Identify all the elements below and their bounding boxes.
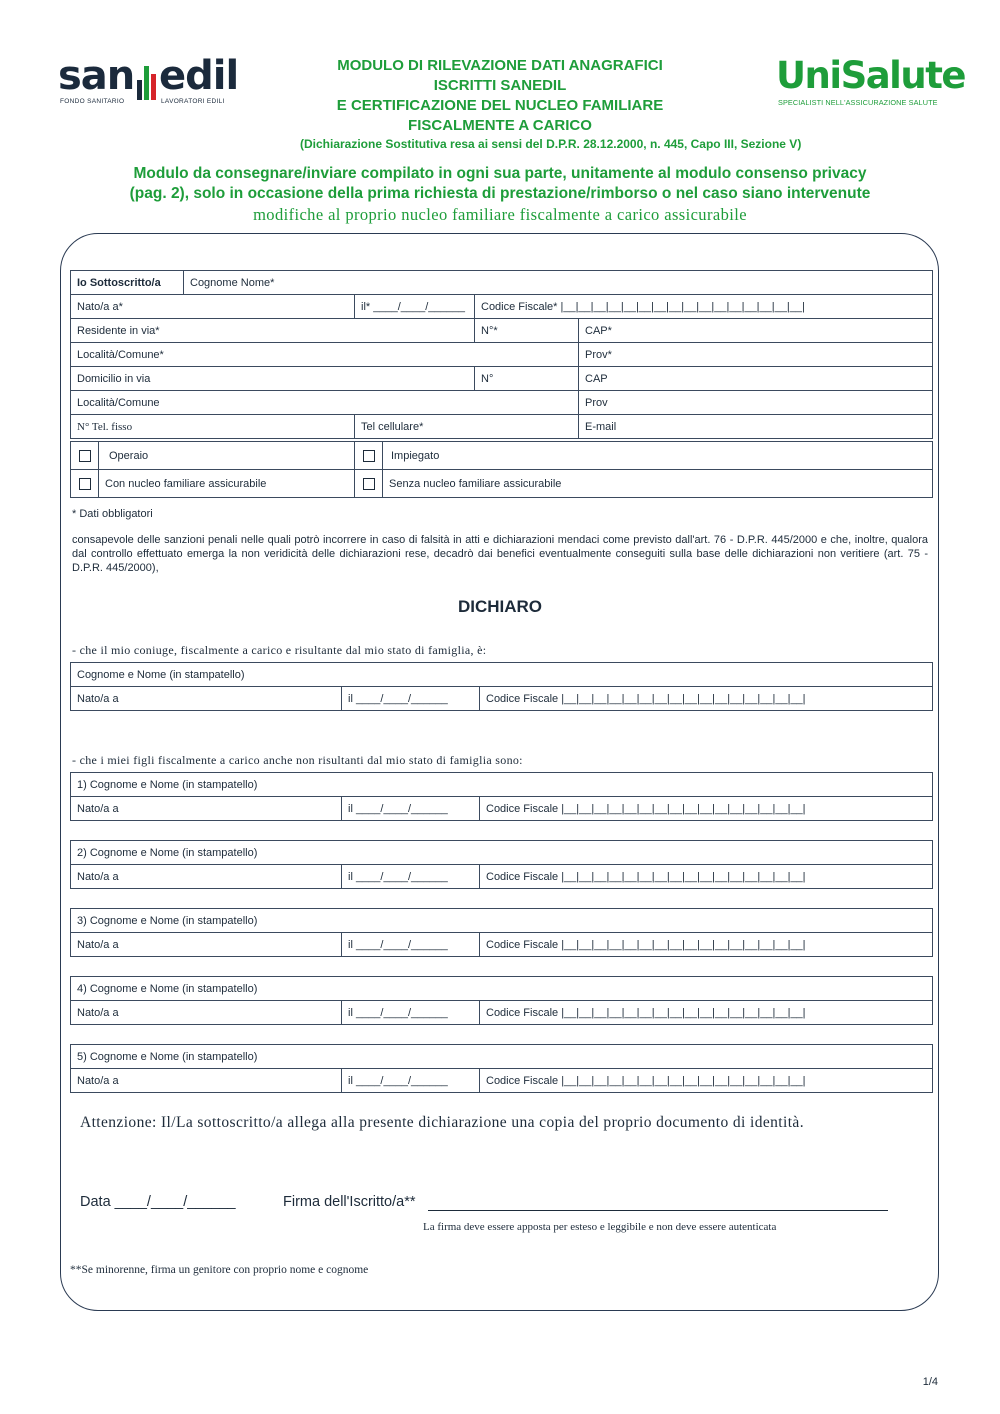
- email-field[interactable]: E-mail: [579, 415, 933, 439]
- title-line-4: FISCALMENTE A CARICO: [408, 117, 592, 134]
- domicilio-numero-field[interactable]: N°: [475, 367, 579, 391]
- child-2-birth-date-field[interactable]: il ____/____/______: [342, 865, 480, 889]
- instructions-line-2: (pag. 2), solo in occasione della prima richiesta di prestazione/rimborso o nel caso siano intervenute: [129, 185, 871, 202]
- required-fields-note: * Dati obbligatori: [72, 508, 153, 520]
- child-4-codice-fiscale-field[interactable]: Codice Fiscale |__|__|__|__|__|__|__|__|__|__|__|__|__|__|__|__|: [480, 1001, 933, 1025]
- child-2-codice-fiscale-field[interactable]: Codice Fiscale |__|__|__|__|__|__|__|__|__|__|__|__|__|__|__|__|: [480, 865, 933, 889]
- sanedil-logo-mark-icon: [137, 64, 157, 100]
- page-number: 1/4: [922, 1376, 938, 1388]
- operaio-label: Operaio: [99, 442, 355, 470]
- form-title: [300, 56, 802, 152]
- domicilio-prov-field[interactable]: Prov: [579, 391, 933, 415]
- domicilio-comune-field[interactable]: Località/Comune: [71, 391, 579, 415]
- child-3-nato-a-field[interactable]: Nato/a a: [71, 933, 342, 957]
- child-2-name-field[interactable]: 2) Cognome e Nome (in stampatello): [71, 841, 933, 865]
- declaration-text: consapevole delle sanzioni penali nelle quali potrò incorrere in caso di falsità in atti e dichiarazioni mendaci come previsto dall'art. 76 - D.P.R. 445/2000 e che, inoltre, qualora dal controllo effettuato emerga la non veridicità delle dichiarazioni rese, decadrò dai benefici eventualmente conseguiti sulla base delle dichiarazioni non veritiere (art. 75 - D.P.R. 445/2000),: [72, 534, 928, 574]
- domicilio-via-field[interactable]: Domicilio in via: [71, 367, 475, 391]
- child-2-table: [70, 840, 933, 889]
- con-nucleo-label: Con nucleo familiare assicurabile: [99, 470, 355, 498]
- child-3-name-field[interactable]: 3) Cognome e Nome (in stampatello): [71, 909, 933, 933]
- spouse-codice-fiscale-field[interactable]: Codice Fiscale |__|__|__|__|__|__|__|__|__|__|__|__|__|__|__|__|: [480, 687, 933, 711]
- operaio-checkbox[interactable]: [79, 450, 91, 462]
- child-1-codice-fiscale-field[interactable]: Codice Fiscale |__|__|__|__|__|__|__|__|__|__|__|__|__|__|__|__|: [480, 797, 933, 821]
- sanedil-logo: [58, 53, 248, 106]
- spouse-birth-date-field[interactable]: il ____/____/______: [342, 687, 480, 711]
- child-1-name-field[interactable]: 1) Cognome e Nome (in stampatello): [71, 773, 933, 797]
- title-line-2: ISCRITTI SANEDIL: [433, 77, 567, 94]
- impiegato-label: Impiegato: [383, 442, 933, 470]
- minor-signature-note: **Se minorenne, firma un genitore con proprio nome e cognome: [70, 1264, 369, 1276]
- member-options-table: [70, 441, 933, 498]
- child-4-birth-date-field[interactable]: il ____/____/______: [342, 1001, 480, 1025]
- spouse-nato-a-field[interactable]: Nato/a a: [71, 687, 342, 711]
- io-sottoscritto-label: Io Sottoscritto/a: [71, 271, 184, 295]
- child-4-table: [70, 976, 933, 1025]
- unisalute-logo: [776, 54, 965, 108]
- title-line-1: MODULO DI RILEVAZIONE DATI ANAGRAFICI: [337, 57, 663, 74]
- sanedil-logo-left-text: san: [58, 53, 135, 99]
- child-1-nato-a-field[interactable]: Nato/a a: [71, 797, 342, 821]
- title-line-3: E CERTIFICAZIONE DEL NUCLEO FAMILIARE: [336, 97, 664, 114]
- sanedil-logo-right-text: edil: [159, 53, 239, 99]
- con-nucleo-checkbox[interactable]: [79, 478, 91, 490]
- senza-nucleo-label: Senza nucleo familiare assicurabile: [383, 470, 933, 498]
- child-5-nato-a-field[interactable]: Nato/a a: [71, 1069, 342, 1093]
- sanedil-logo-sub-left: FONDO SANITARIO: [60, 98, 125, 105]
- child-3-birth-date-field[interactable]: il ____/____/______: [342, 933, 480, 957]
- birth-date-field[interactable]: il* ____/____/______: [355, 295, 475, 319]
- sanedil-logo-sub-right: LAVORATORI EDILI: [161, 98, 225, 105]
- impiegato-checkbox[interactable]: [363, 450, 375, 462]
- domicilio-cap-field[interactable]: CAP: [579, 367, 933, 391]
- date-field[interactable]: Data ____/____/______: [80, 1194, 236, 1210]
- child-1-table: [70, 772, 933, 821]
- residente-prov-field[interactable]: Prov*: [579, 343, 933, 367]
- nato-a-field[interactable]: Nato/a a*: [71, 295, 355, 319]
- unisalute-logo-text: UniSalute: [776, 54, 965, 97]
- children-lead-text: - che i miei figli fiscalmente a carico anche non risultanti dal mio stato di famiglia sono:: [72, 753, 523, 767]
- tel-fisso-field[interactable]: N° Tel. fisso: [71, 415, 355, 439]
- residente-via-field[interactable]: Residente in via*: [71, 319, 475, 343]
- tel-cellulare-field[interactable]: Tel cellulare*: [355, 415, 579, 439]
- instructions: [90, 164, 910, 226]
- spouse-lead-text: - che il mio coniuge, fiscalmente a carico e risultante dal mio stato di famiglia, è:: [72, 643, 487, 657]
- signature-label: Firma dell'Iscritto/a**: [283, 1194, 416, 1210]
- dichiaro-heading: DICHIARO: [457, 597, 543, 616]
- child-3-table: [70, 908, 933, 957]
- unisalute-logo-tagline: SPECIALISTI NELL'ASSICURAZIONE SALUTE: [778, 98, 938, 107]
- child-4-nato-a-field[interactable]: Nato/a a: [71, 1001, 342, 1025]
- child-4-name-field[interactable]: 4) Cognome e Nome (in stampatello): [71, 977, 933, 1001]
- child-5-name-field[interactable]: 5) Cognome e Nome (in stampatello): [71, 1045, 933, 1069]
- residente-cap-field[interactable]: CAP*: [579, 319, 933, 343]
- signature-note: La firma deve essere apposta per esteso e leggibile e non deve essere autenticata: [423, 1221, 777, 1233]
- child-5-codice-fiscale-field[interactable]: Codice Fiscale |__|__|__|__|__|__|__|__|__|__|__|__|__|__|__|__|: [480, 1069, 933, 1093]
- residente-comune-field[interactable]: Località/Comune*: [71, 343, 579, 367]
- title-subtitle: (Dichiarazione Sostitutiva resa ai sensi del D.P.R. 28.12.2000, n. 445, Capo III, Sezione V): [300, 137, 802, 151]
- child-2-nato-a-field[interactable]: Nato/a a: [71, 865, 342, 889]
- spouse-name-field[interactable]: Cognome e Nome (in stampatello): [71, 663, 933, 687]
- child-5-table: [70, 1044, 933, 1093]
- child-3-codice-fiscale-field[interactable]: Codice Fiscale |__|__|__|__|__|__|__|__|__|__|__|__|__|__|__|__|: [480, 933, 933, 957]
- child-5-birth-date-field[interactable]: il ____/____/______: [342, 1069, 480, 1093]
- cognome-nome-field[interactable]: Cognome Nome*: [184, 271, 933, 295]
- child-1-birth-date-field[interactable]: il ____/____/______: [342, 797, 480, 821]
- signature-field[interactable]: [428, 1210, 888, 1211]
- codice-fiscale-field[interactable]: Codice Fiscale* |__|__|__|__|__|__|__|__|__|__|__|__|__|__|__|__|: [475, 295, 933, 319]
- senza-nucleo-checkbox[interactable]: [363, 478, 375, 490]
- instructions-line-3: modifiche al proprio nucleo familiare fiscalmente a carico assicurabile: [253, 205, 747, 224]
- residente-numero-field[interactable]: N°*: [475, 319, 579, 343]
- attention-note: Attenzione: Il/La sottoscritto/a allega alla presente dichiarazione una copia del proprio documento di identità.: [80, 1114, 804, 1131]
- instructions-line-1: Modulo da consegnare/inviare compilato in ogni sua parte, unitamente al modulo consenso privacy: [133, 165, 867, 182]
- spouse-table: [70, 662, 933, 711]
- member-data-table: [70, 270, 933, 439]
